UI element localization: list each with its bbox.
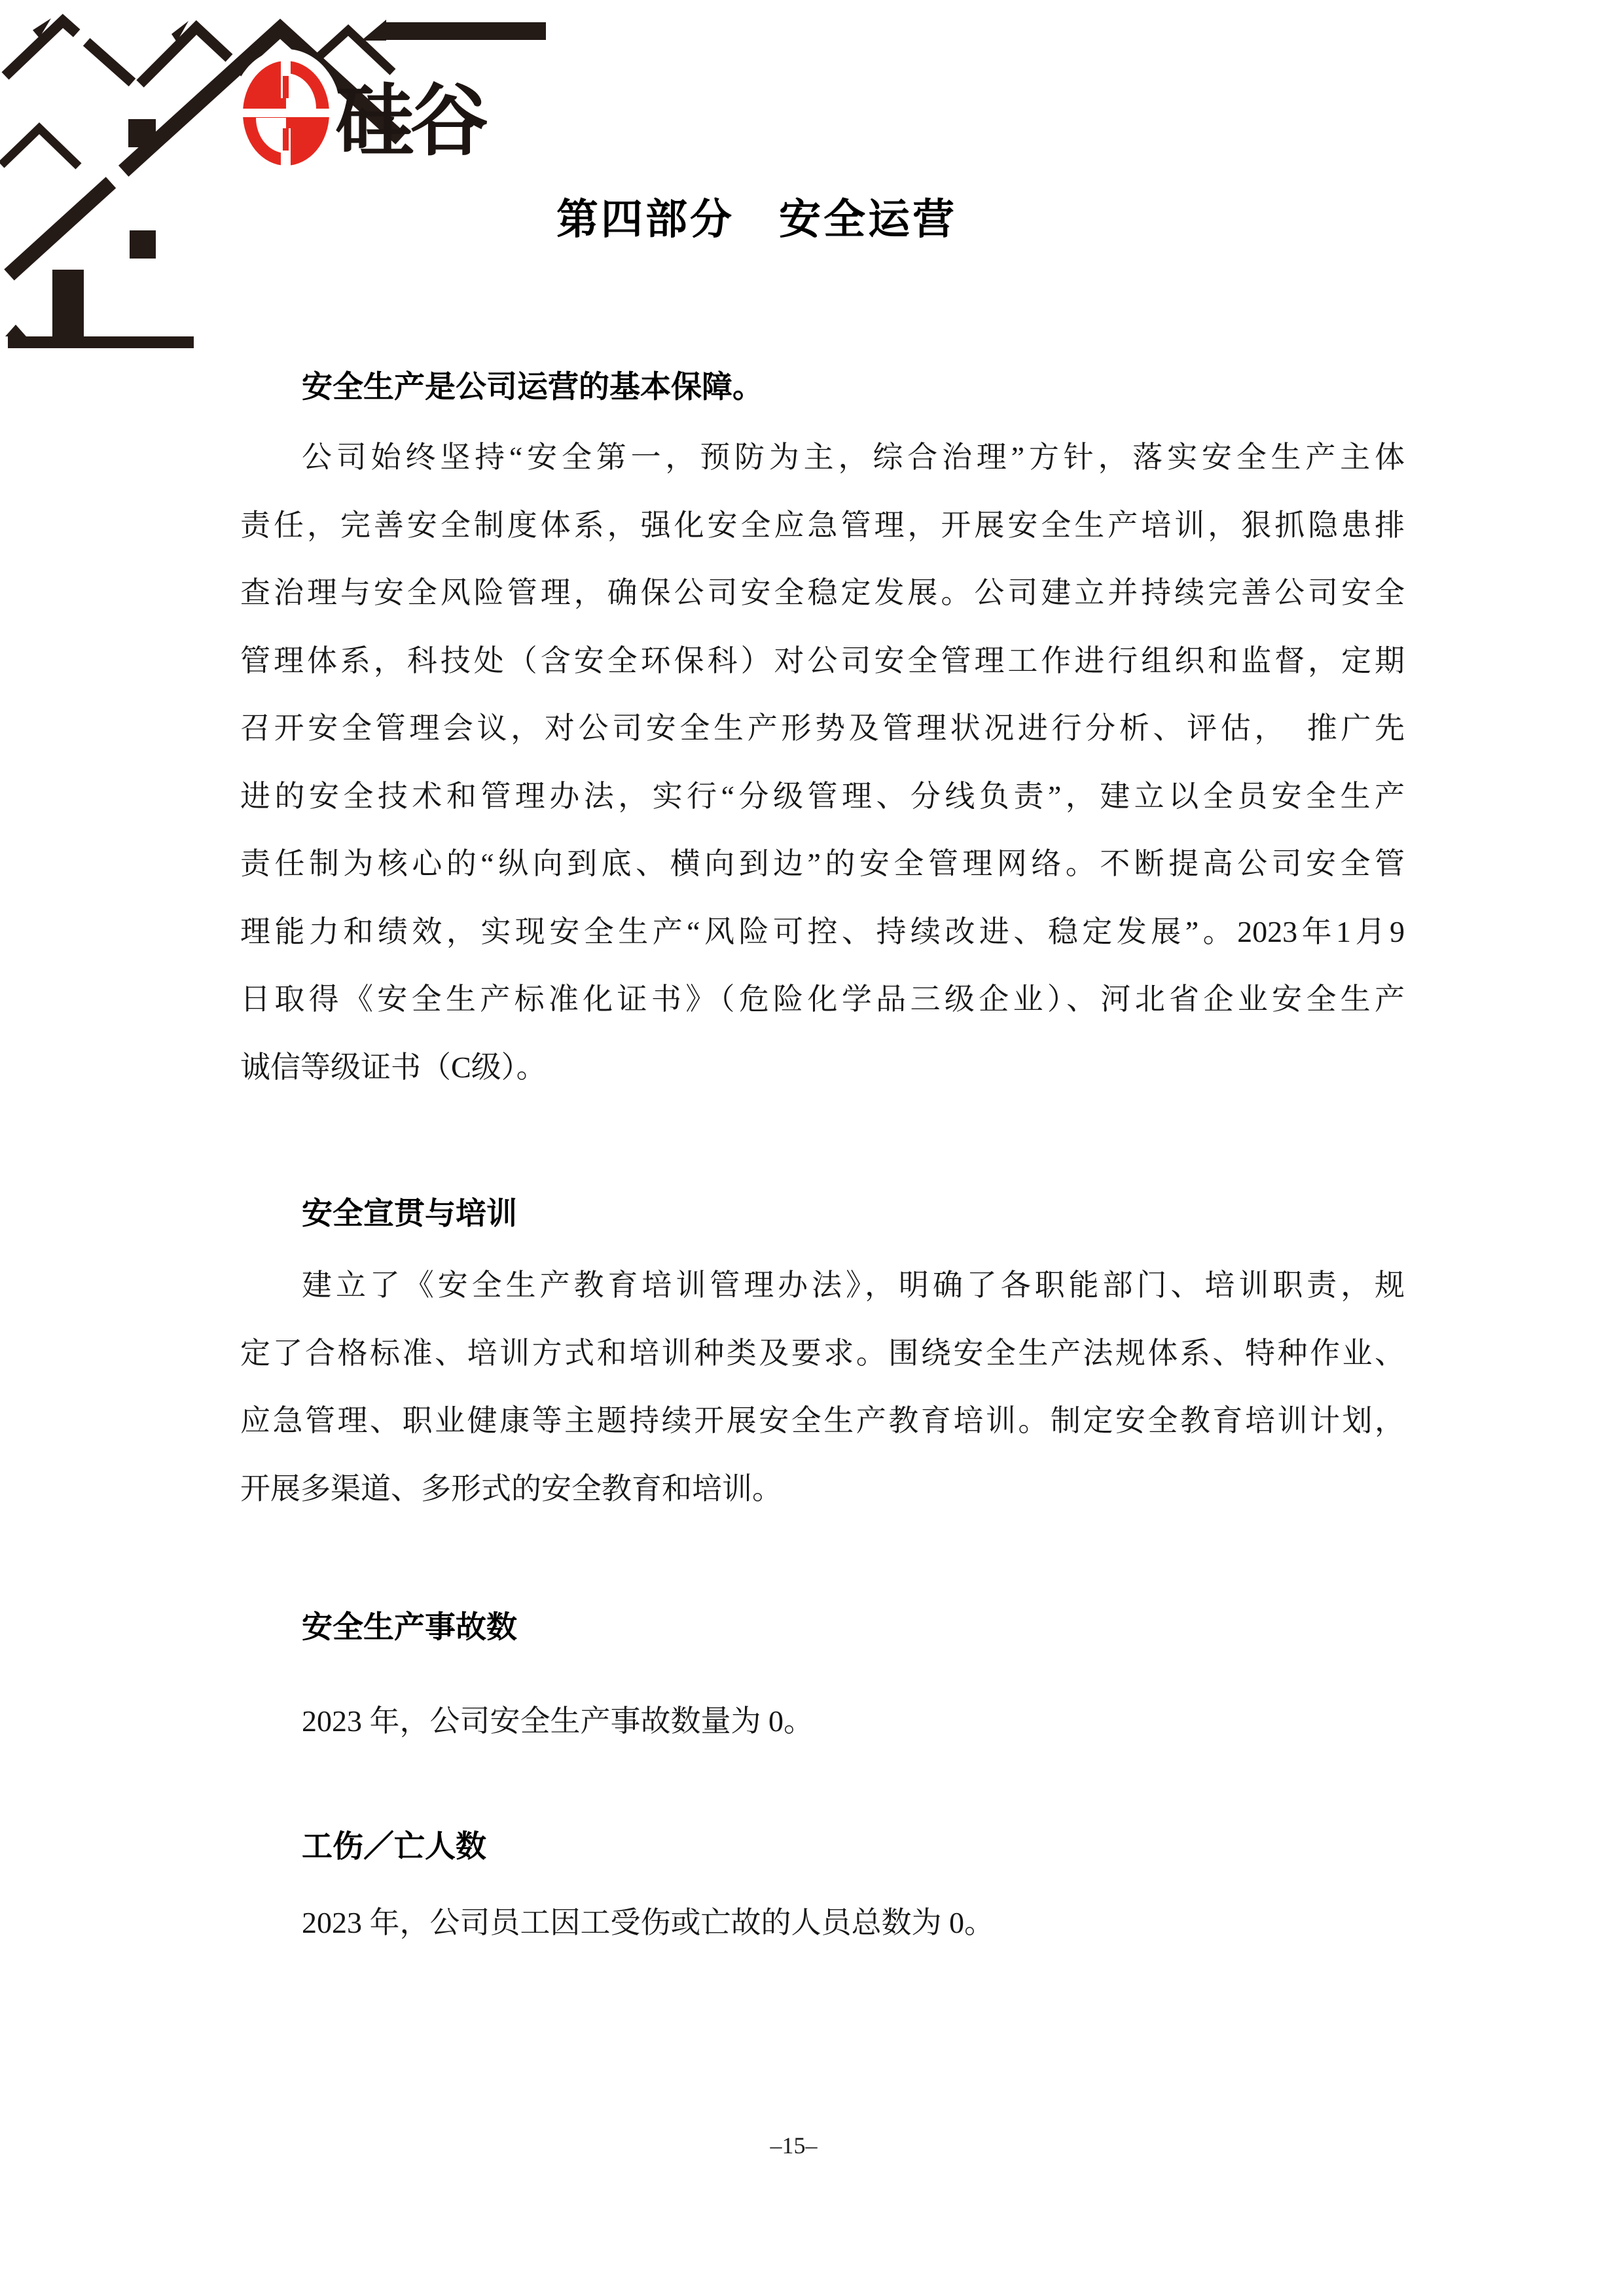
paragraph-line: 诚信等级证书（C级）。: [240, 1050, 547, 1084]
paragraph-line: 2023 年，公司员工因工受伤或亡故的人员总数为 0。: [302, 1906, 994, 1939]
paragraph-line: 召开安全管理会议，对公司安全生产形势及管理状况进行分析、评估， 推广先: [240, 711, 1405, 745]
logo-wordmark: 硅谷: [335, 77, 484, 165]
paragraph-line: 定了合格标准、培训方式和培训种类及要求。围绕安全生产法规体系、特种作业、: [240, 1336, 1405, 1370]
paragraph-line: 建立了《安全生产教育培训管理办法》，明确了各职能部门、培训职责，规: [302, 1268, 1405, 1302]
paragraph-line: 管理体系，科技处（含安全环保科）对公司安全管理工作进行组织和监督，定期: [240, 643, 1405, 677]
paragraph-line: 理能力和绩效，实现安全生产“风险可控、持续改进、稳定发展”。2023年1月9: [240, 914, 1405, 948]
paragraph-line: 责任制为核心的“纵向到底、横向到边”的安全管理网络。不断提高公司安全管: [240, 847, 1405, 880]
paragraph-line: 开展多渠道、多形式的安全教育和培训。: [240, 1471, 782, 1505]
paragraph-safety-overview: [240, 423, 1405, 1101]
paragraph-injuries: [240, 1889, 1405, 1957]
paragraph-line: 查治理与安全风险管理，确保公司安全稳定发展。公司建立并持续完善公司安全: [240, 576, 1405, 609]
section-heading-injuries: 工伤／亡人数: [302, 1830, 486, 1864]
paragraph-line: 日取得《安全生产标准化证书》（危险化学品三级企业）、河北省企业安全生产: [240, 982, 1405, 1016]
paragraph-line: 责任，完善安全制度体系，强化安全应急管理，开展安全生产培训，狠抓隐患排: [240, 508, 1405, 542]
paragraph-line: 应急管理、职业健康等主题持续开展安全生产教育培训。制定安全教育培训计划，: [240, 1404, 1405, 1437]
page-title: 第四部分 安全运营: [556, 196, 957, 243]
logo-emblem-icon: [231, 49, 341, 177]
paragraph-training: [240, 1251, 1405, 1522]
section-heading-safety-basis: 安全生产是公司运营的基本保障。: [302, 370, 763, 404]
paragraph-accidents: [240, 1687, 1405, 1755]
company-logo: [0, 0, 550, 367]
section-heading-accidents: 安全生产事故数: [302, 1611, 517, 1645]
section-heading-training: 安全宣贯与培训: [302, 1197, 517, 1231]
page-number: –15–: [770, 2132, 818, 2159]
paragraph-line: 进的安全技术和管理办法，实行“分级管理、分线负责”，建立以全员安全生产: [240, 779, 1405, 813]
paragraph-line: 2023 年，公司安全生产事故数量为 0。: [302, 1704, 814, 1738]
paragraph-line: 公司始终坚持“安全第一，预防为主，综合治理”方针，落实安全生产主体: [302, 440, 1405, 474]
